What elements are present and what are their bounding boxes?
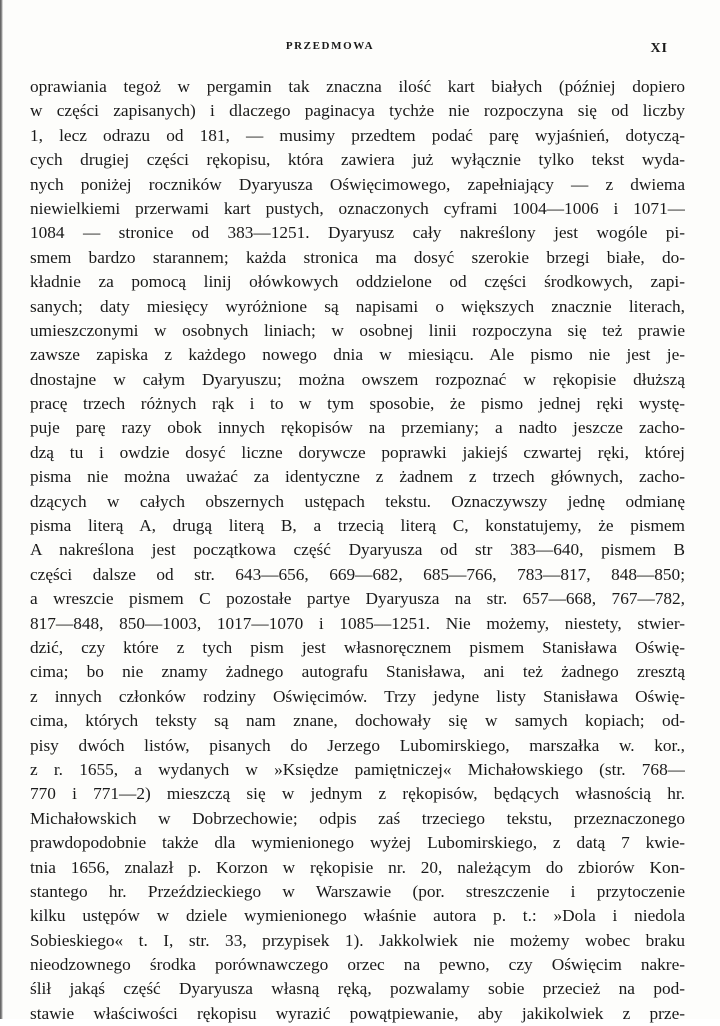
text-line: cima; bo nie znamy żadnego autografu Stanisława, ani też żadnego zresztą — [30, 662, 685, 682]
text-line: stantego hr. Przeździeckiego w Warszawie (por. streszczenie i przytoczenie — [30, 881, 685, 901]
text-line: a wreszcie pismem C pozostałe partye Dyaryusza na str. 657—668, 767—782, — [30, 589, 685, 609]
text-line: pisy dwóch listów, pisanych do Jerzego Lubomirskiego, marszałka w. kor., — [30, 735, 685, 755]
text-line: cima, których teksty są nam znane, dochowały się w samych kopiach; od- — [30, 711, 685, 731]
text-line: tnia 1656, znalazł p. Korzon w rękopisie nr. 20, należącym do zbiorów Kon- — [30, 857, 685, 877]
text-line: pisma nie można uważać za identyczne z żadnem z trzech głównych, zacho- — [30, 467, 685, 487]
text-line: sanych; daty miesięcy wyróżnione są napisami o większych znacznie literach, — [30, 296, 685, 316]
text-line: kilku ustępów w dziele wymienionego właśnie autora p. t.: »Dola i niedola — [30, 906, 685, 926]
text-line: pisma literą A, drugą literą B, a trzecią literą C, konstatujemy, że pismem — [30, 516, 685, 536]
text-line: z innych członków rodziny Oświęcimów. Trzy jedyne listy Stanisława Oświę- — [30, 686, 685, 706]
running-head — [0, 40, 720, 60]
text-line: umieszczonymi w osobnych liniach; w osobnej linii rozpoczyna się też prawie — [30, 320, 685, 340]
text-line: nieodzownego środka porównawczego orzec na pewno, czy Oświęcim nakre- — [30, 955, 685, 975]
text-line: 1084 — stronice od 383—1251. Dyaryusz cały nakreślony jest wogóle pi- — [30, 223, 685, 243]
page-number: XI — [650, 41, 668, 56]
text-line: dnostajne w całym Dyaryuszu; można owszem rozpoznać w rękopisie dłuższą — [30, 369, 685, 389]
text-line: 770 i 771—2) mieszczą się w jednym z rękopisów, będących własnością hr. — [30, 784, 685, 804]
text-line: dzących w całych obszernych ustępach tekstu. Oznaczywszy jednę odmianę — [30, 491, 685, 511]
text-line: dzą tu i owdzie dosyć liczne dorywcze poprawki jakiejś czwartej ręki, której — [30, 442, 685, 462]
text-line: smem bardzo starannem; każda stronica ma dosyć szerokie brzegi białe, do- — [30, 247, 685, 267]
text-line: A nakreślona jest początkowa część Dyaryusza od str 383—640, pismem B — [30, 540, 685, 560]
running-title: PRZEDMOWA — [285, 40, 375, 52]
text-line: niewielkiemi przerwami kart pustych, oznaczonych cyframi 1004—1006 i 1071— — [30, 198, 685, 218]
text-line: Michałowskich w Dobrzechowie; odpis zaś trzeciego tekstu, przeznaczonego — [30, 808, 685, 828]
text-line: stawie właściwości rękopisu wyrazić powątpiewanie, aby jakikolwiek z prze- — [30, 1003, 685, 1023]
text-line: z r. 1655, a wydanych w »Księdze pamiętniczej« Michałowskiego (str. 768— — [30, 759, 685, 779]
text-line: puje parę razy obok innych rękopisów na przemiany; a nadto jeszcze zacho- — [30, 418, 685, 438]
text-line: części dalsze od str. 643—656, 669—682, 685—766, 783—817, 848—850; — [30, 564, 685, 584]
text-line: kładnie za pomocą linij ołówkowych oddzielone od części środkowych, zapi- — [30, 272, 685, 292]
text-line: Sobieskiego« t. I, str. 33, przypisek 1). Jakkolwiek nie możemy wobec braku — [30, 930, 685, 950]
text-line: ślił jakąś część Dyaryusza własną ręką, pozwalamy sobie przecież na pod- — [30, 979, 685, 999]
text-line: zawsze zapiska z każdego nowego dnia w miesiącu. Ale pismo nie jest je- — [30, 345, 685, 365]
text-line: w części zapisanych) i dlaczego paginacya tychże nie rozpoczyna się od liczby — [30, 101, 685, 121]
text-line: prawdopodobnie także dla wymienionego wyżej Lubomirskiego, z datą 7 kwie- — [30, 833, 685, 853]
text-line: 817—848, 850—1003, 1017—1070 i 1085—1251. Nie możemy, niestety, stwier- — [30, 613, 685, 633]
text-line: oprawiania tegoż w pergamin tak znaczna ilość kart białych (później dopiero — [30, 77, 685, 96]
text-line: pracę trzech różnych rąk i to w tym sposobie, że pismo jednej ręki wystę- — [30, 394, 685, 414]
page-binding-edge — [0, 0, 3, 1019]
text-line: 1, lecz odrazu od 181, — musimy przedtem podać parę wyjaśnień, dotyczą- — [30, 125, 685, 145]
text-line: cych drugiej części rękopisu, która zawiera już wyłącznie tylko tekst wyda- — [30, 150, 685, 170]
body-text — [30, 75, 685, 1026]
text-line: dzić, czy które z tych pism jest własnoręcznem pismem Stanisława Oświę- — [30, 637, 685, 657]
text-line: nych poniżej roczników Dyaryusza Oświęcimowego, zapełniający — z dwiema — [30, 174, 685, 194]
